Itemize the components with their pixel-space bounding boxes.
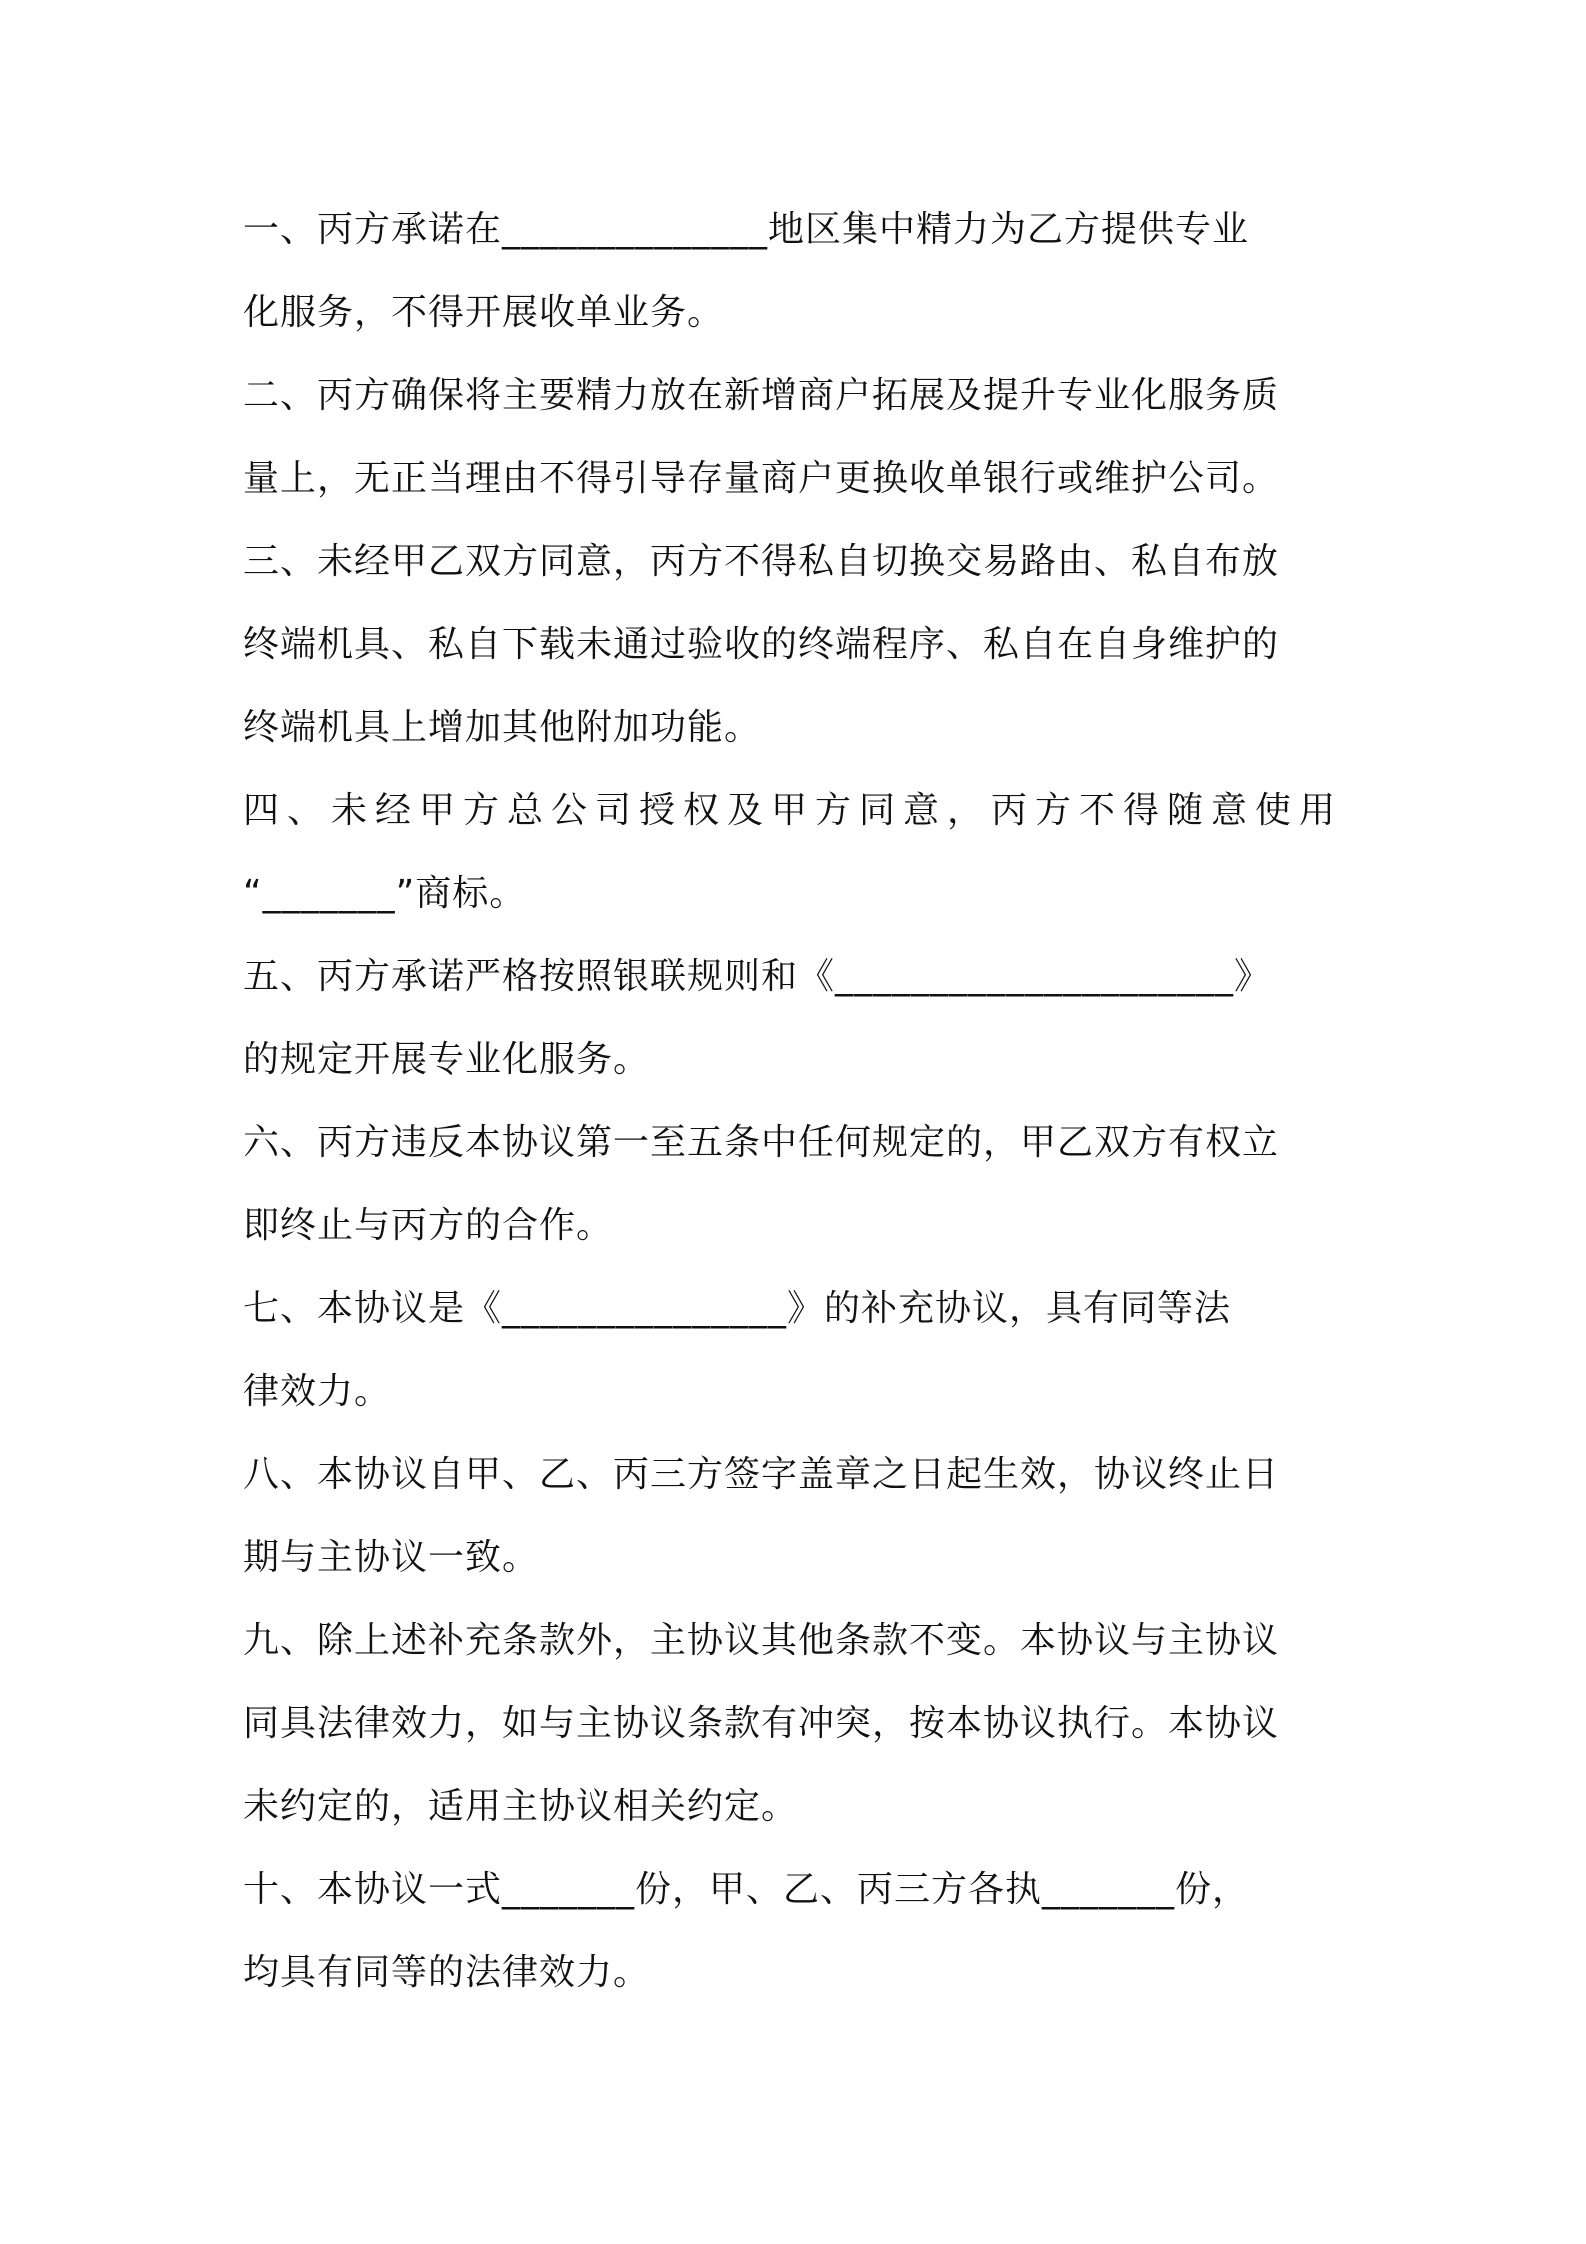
clause-9-line-1: 九、除上述补充条款外，主协议其他条款不变。本协议与主协议: [243, 1620, 1280, 1661]
clause-8-line-2: 期与主协议一致。: [243, 1537, 540, 1578]
clause-3-line-2: 终端机具、私自下载未通过验收的终端程序、私自在自身维护的: [243, 624, 1280, 665]
clause-1-line-2: 化服务，不得开展收单业务。: [243, 292, 725, 333]
clause-3-line-3: 终端机具上增加其他附加功能。: [243, 707, 762, 748]
clause-10-line-1: 十、本协议一式_______份，甲、乙、丙三方各执_______份，: [243, 1869, 1250, 1910]
clause-6-line-1: 六、丙方违反本协议第一至五条中任何规定的，甲乙双方有权立: [243, 1122, 1280, 1163]
clause-6-line-2: 即终止与丙方的合作。: [243, 1205, 614, 1246]
clause-7-line-1: 七、本协议是《_______________》的补充协议，具有同等法: [243, 1288, 1232, 1329]
clause-8-line-1: 八、本协议自甲、乙、丙三方签字盖章之日起生效，协议终止日: [243, 1454, 1280, 1495]
clause-2-line-2: 量上，无正当理由不得引导存量商户更换收单银行或维护公司。: [243, 458, 1280, 499]
clause-4-line-1: 四、未经甲方总公司授权及甲方同意，丙方不得随意使用: [243, 790, 1344, 831]
clause-9-line-2: 同具法律效力，如与主协议条款有冲突，按本协议执行。本协议: [243, 1703, 1280, 1744]
clause-1-line-1: 一、丙方承诺在______________地区集中精力为乙方提供专业: [243, 209, 1250, 250]
clause-3-line-1: 三、未经甲乙双方同意，丙方不得私自切换交易路由、私自布放: [243, 541, 1280, 582]
clause-7-line-2: 律效力。: [243, 1371, 392, 1412]
clause-5-line-2: 的规定开展专业化服务。: [243, 1039, 651, 1080]
clause-2-line-1: 二、丙方确保将主要精力放在新增商户拓展及提升专业化服务质: [243, 375, 1280, 416]
clause-10-line-2: 均具有同等的法律效力。: [243, 1952, 651, 1993]
clause-4-line-2: “_______”商标。: [243, 873, 527, 914]
clause-5-line-1: 五、丙方承诺严格按照银联规则和《_____________________》: [243, 956, 1272, 997]
clause-9-line-3: 未约定的，适用主协议相关约定。: [243, 1786, 799, 1827]
